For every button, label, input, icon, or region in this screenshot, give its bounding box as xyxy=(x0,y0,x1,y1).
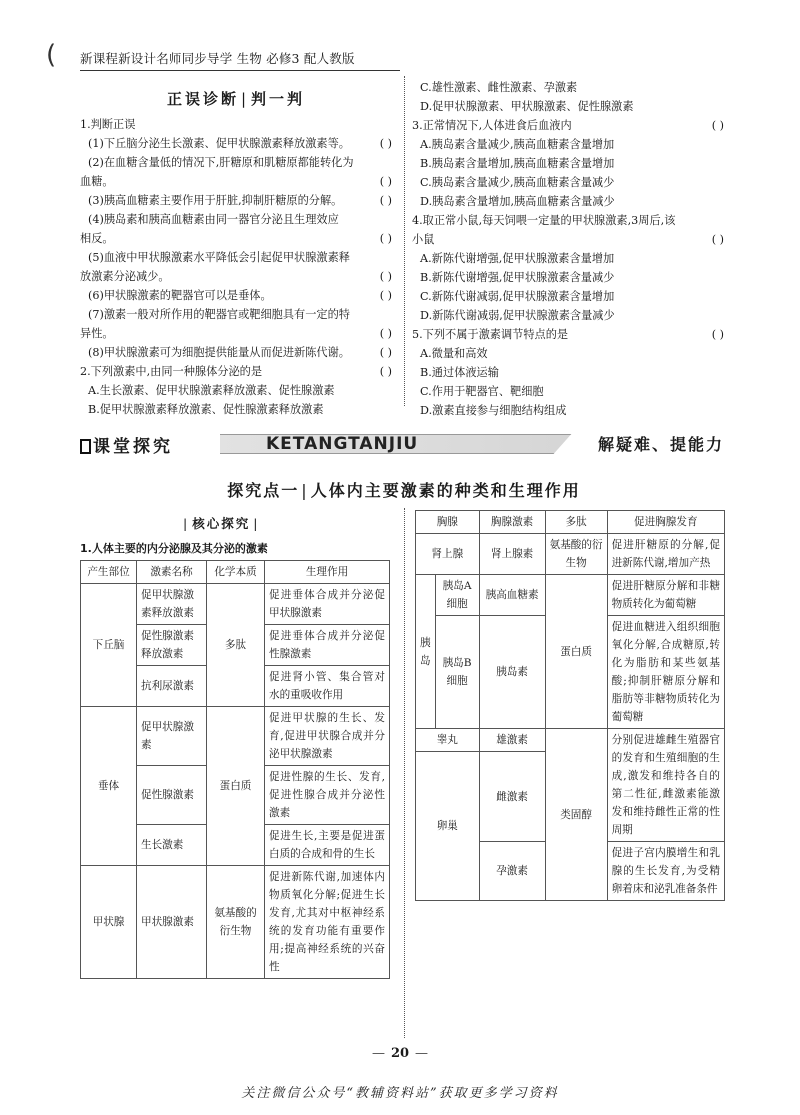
table-row xyxy=(81,866,390,979)
table-subheading: 1.人体主要的内分泌腺及其分泌的激素 xyxy=(80,542,268,555)
section-banner xyxy=(80,430,728,456)
nature-protein: 蛋白质 xyxy=(545,575,607,729)
hormone-effect: 促进肝糖原分解和非糖物质转化为葡萄糖 xyxy=(607,575,724,616)
hormone-name: 生长激素 xyxy=(137,825,207,866)
gland-ovary: 卵巢 xyxy=(416,752,480,901)
q5-option-a: A.微量和高效 xyxy=(420,347,488,360)
judge-item-7: (7)激素一般对所作用的靶器官或靶细胞具有一定的特 xyxy=(88,308,350,321)
origin-hypothalamus: 下丘脑 xyxy=(81,584,137,707)
page-number: — 20 — xyxy=(371,1046,429,1061)
q2-option-c: C.雄性激素、雌性激素、孕激素 xyxy=(420,81,578,94)
section-title-a: 正误诊断 xyxy=(166,90,239,108)
q3-option-d: D.胰岛素含量增加,胰高血糖素含量减少 xyxy=(420,195,615,208)
hormone-effect: 促进肾小管、集合管对水的重吸收作用 xyxy=(265,666,390,707)
left-column xyxy=(80,90,392,419)
judge-item-4: (4)胰岛素和胰高血糖素由同一器官分泌且生理效应 xyxy=(88,213,339,226)
table-row xyxy=(81,584,390,625)
q5-stem: 5.下列不属于激素调节特点的是 ( ) xyxy=(412,328,724,341)
table-row xyxy=(416,575,725,616)
q3-stem: 3.正常情况下,人体进食后血液内 ( ) xyxy=(412,119,724,132)
nature-amino: 氨基酸的衍生物 xyxy=(545,534,607,575)
hormone-name: 雄激素 xyxy=(479,729,545,752)
hormone-effect: 促进新陈代谢,加速体内物质氧化分解;促进生长发育,尤其对中枢神经系统的发育功能有重要作用;提高神经系统的兴奋性 xyxy=(265,866,390,979)
hormone-table-left xyxy=(80,560,390,979)
nature-peptide: 多肽 xyxy=(545,511,607,534)
hormone-name: 甲状腺激素 xyxy=(137,866,207,979)
column-divider-2 xyxy=(404,508,405,1038)
q4-option-c: C.新陈代谢减弱,促甲状腺激素含量增加 xyxy=(420,290,615,303)
hormone-effect: 促进肝糖原的分解,促进新陈代谢,增加产热 xyxy=(607,534,724,575)
hormone-name: 促性腺激素释放激素 xyxy=(137,625,207,666)
q4-option-d: D.新陈代谢减弱,促甲状腺激素含量减少 xyxy=(420,309,615,322)
header-effect: 生理作用 xyxy=(265,561,390,584)
gland-testis: 睾丸 xyxy=(416,729,480,752)
table-row xyxy=(416,511,725,534)
judge-item-6: (6)甲状腺激素的靶器官可以是垂体。 ( ) xyxy=(88,289,392,302)
q3-option-c: C.胰岛素含量减少,胰高血糖素含量减少 xyxy=(420,176,615,189)
nature-amino: 氨基酸的衍生物 xyxy=(207,866,265,979)
judge-item-3: (3)胰高血糖素主要作用于肝脏,抑制肝糖原的分解。 ( ) xyxy=(88,194,392,207)
judge-item-2: (2)在血糖含量低的情况下,肝糖原和肌糖原都能转化为 xyxy=(88,156,354,169)
judge-item-1: (1)下丘脑分泌生长激素、促甲状腺激素释放激素等。 ( ) xyxy=(88,137,392,150)
hormone-name: 胰岛素 xyxy=(479,616,545,729)
hormone-effect: 促进生长,主要是促进蛋白质的合成和骨的生长 xyxy=(265,825,390,866)
right-column xyxy=(412,78,724,420)
footer-note: 关注微信公众号“教辅资料站”获取更多学习资料 xyxy=(241,1086,559,1101)
q5-option-d: D.激素直接参与细胞结构组成 xyxy=(420,404,567,417)
hormone-effect: 促进血糖进入组织细胞氧化分解,合成糖原,转化为脂肪和某些氨基酸;抑制肝糖原分解和脂肪等非糖物质转化为葡萄糖 xyxy=(607,616,724,729)
judge-heading: 1.判断正误 xyxy=(80,118,136,131)
q2-stem: 2.下列激素中,由同一种腺体分泌的是 ( ) xyxy=(80,365,392,378)
banner-right-label: 解疑难、提能力 xyxy=(597,435,724,454)
table-header-row xyxy=(81,561,390,584)
q2-option-b: B.促甲状腺激素释放激素、促性腺激素释放激素 xyxy=(88,403,324,416)
hormone-name: 肾上腺素 xyxy=(479,534,545,575)
topic-title: 探究点一 | 人体内主要激素的种类和生理作用 xyxy=(227,481,581,500)
q3-option-b: B.胰岛素含量增加,胰高血糖素含量增加 xyxy=(420,157,615,170)
judge-item-2-cont: 血糖。 ( ) xyxy=(80,175,392,188)
header-rule xyxy=(80,70,400,71)
hormone-name: 孕激素 xyxy=(479,842,545,901)
nature-protein: 蛋白质 xyxy=(207,707,265,866)
q2-option-a: A.生长激素、促甲状腺激素释放激素、促性腺激素 xyxy=(88,384,335,397)
gland-pancreas: 胰岛 xyxy=(416,575,436,729)
hormone-name: 胰高血糖素 xyxy=(479,575,545,616)
judge-item-5-cont: 放激素分泌减少。 ( ) xyxy=(80,270,392,283)
q4-option-a: A.新陈代谢增强,促甲状腺激素含量增加 xyxy=(420,252,615,265)
islet-b-cell: 胰岛B细胞 xyxy=(435,616,479,729)
section-title: 正误诊断 | 判一判 xyxy=(166,90,306,108)
brace-ornament: ( xyxy=(46,40,57,70)
hormone-effect: 促进胸腺发育 xyxy=(607,511,724,534)
table-row xyxy=(416,729,725,752)
hormone-name: 促甲状腺激素 xyxy=(137,707,207,766)
q5-option-c: C.作用于靶器官、靶细胞 xyxy=(420,385,544,398)
nature-steroid: 类固醇 xyxy=(545,729,607,901)
islet-a-cell: 胰岛A细胞 xyxy=(435,575,479,616)
core-explore-label: | 核心探究 | xyxy=(183,516,260,531)
hormone-name: 促性腺激素 xyxy=(137,766,207,825)
hormone-effect: 促进垂体合成并分泌促甲状腺激素 xyxy=(265,584,390,625)
banner-pinyin: KETANGTANJIU xyxy=(266,434,419,454)
hormone-effect: 促进甲状腺的生长、发育,促进甲状腺合成并分泌甲状腺激素 xyxy=(265,707,390,766)
q3-option-a: A.胰岛素含量减少,胰高血糖素含量增加 xyxy=(420,138,615,151)
hormone-name: 抗利尿激素 xyxy=(137,666,207,707)
hormone-name: 促甲状腺激素释放激素 xyxy=(137,584,207,625)
origin-thyroid: 甲状腺 xyxy=(81,866,137,979)
judge-item-5: (5)血液中甲状腺激素水平降低会引起促甲状腺激素释 xyxy=(88,251,350,264)
hormone-effect: 分别促进雄雌生殖器官的发育和生殖细胞的生成,激发和维持各自的第二性征,雌激素能激发和维持雌性正常的性周期 xyxy=(607,729,724,842)
nature-peptide: 多肽 xyxy=(207,584,265,707)
hormone-name: 胸腺激素 xyxy=(479,511,545,534)
table-row xyxy=(81,707,390,766)
column-divider xyxy=(404,76,405,406)
gland-thymus: 胸腺 xyxy=(416,511,480,534)
banner-left-label: 课堂探究 xyxy=(80,432,173,457)
judge-item-4-cont: 相反。 ( ) xyxy=(80,232,392,245)
header-nature: 化学本质 xyxy=(207,561,265,584)
q4-stem-cont: 小鼠 ( ) xyxy=(412,233,724,246)
book-title: 新课程新设计名师同步导学 生物 必修3 配人教版 xyxy=(80,51,355,66)
page-header xyxy=(46,40,750,70)
hormone-name: 雌激素 xyxy=(479,752,545,842)
q4-stem: 4.取正常小鼠,每天饲喂一定量的甲状腺激素,3周后,该 xyxy=(412,214,676,227)
q5-option-b: B.通过体液运输 xyxy=(420,366,499,379)
origin-pituitary: 垂体 xyxy=(81,707,137,866)
hormone-effect: 促进性腺的生长、发育,促进性腺合成并分泌性激素 xyxy=(265,766,390,825)
q4-option-b: B.新陈代谢增强,促甲状腺激素含量减少 xyxy=(420,271,615,284)
q2-option-d: D.促甲状腺激素、甲状腺激素、促性腺激素 xyxy=(420,100,634,113)
header-hormone: 激素名称 xyxy=(137,561,207,584)
judge-item-7-cont: 异性。 ( ) xyxy=(80,327,392,340)
hormone-effect: 促进子宫内膜增生和乳腺的生长发育,为受精卵着床和泌乳准备条件 xyxy=(607,842,724,901)
gland-adrenal: 肾上腺 xyxy=(416,534,480,575)
hormone-table-right xyxy=(415,510,725,901)
section-title-b: 判一判 xyxy=(251,90,306,108)
judge-item-8: (8)甲状腺激素可为细胞提供能量从而促进新陈代谢。 ( ) xyxy=(88,346,392,359)
table-row xyxy=(416,534,725,575)
header-origin: 产生部位 xyxy=(81,561,137,584)
hormone-effect: 促进垂体合成并分泌促性腺激素 xyxy=(265,625,390,666)
square-icon xyxy=(80,439,91,454)
